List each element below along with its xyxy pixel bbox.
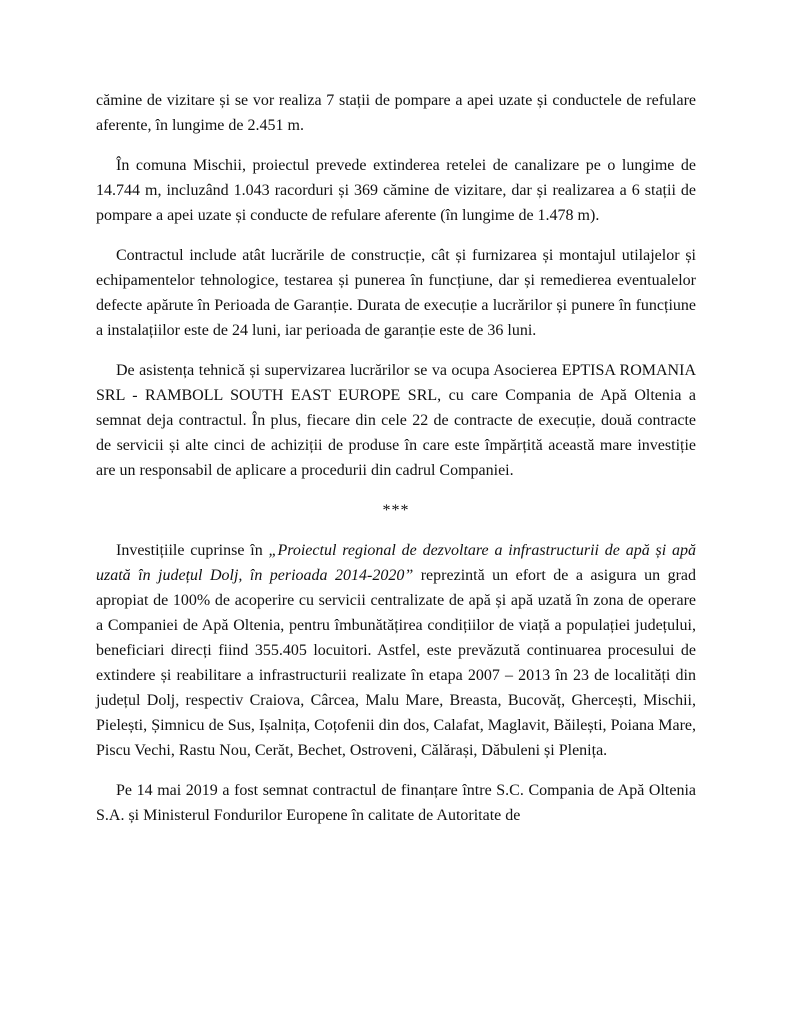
paragraph-regional-project	[96, 538, 696, 763]
project-title-italic: „Proiectul regional de dezvoltare a infrastructurii de apă și apă uzată în județul Dolj, în perioada 2014-2020”	[96, 542, 697, 584]
paragraph-stations-continuation: cămine de vizitare și se vor realiza 7 stații de pompare a apei uzate și conductele de refulare aferente, în lungime de 2.451 m.	[96, 92, 696, 134]
paragraph-regional-project-body: reprezintă un efort de a asigura un grad apropiat de 100% de acoperire cu servicii centralizate de apă și apă uzată în zona de operare a Companiei de Apă Oltenia, pentru îmbunătățirea condițiilor de viață a populației județului, beneficiari direcți fiind 355.405 locuitori. Astfel, este prevăzută continuarea procesului de extindere și reabilitare a infrastructurii realizate în etapa 2007 – 2013 în 23 de localități din județul Dolj, respectiv Craiova, Cârcea, Malu Mare, Breasta, Bucovăț, Ghercești, Mischii, Pielești, Șimnicu de Sus, Ișalnița, Coțofenii din dos, Calafat, Maglavit, Băilești, Poiana Mare, Piscu Vechi, Rastu Nou, Cerăt, Bechet, Ostroveni, Călărași, Dăbuleni și Plenița.	[96, 567, 696, 759]
paragraph-regional-project-intro: Investițiile cuprinse în	[116, 542, 269, 559]
paragraph-financing-contract: Pe 14 mai 2019 a fost semnat contractul de finanțare între S.C. Compania de Apă Oltenia S.A. și Ministerul Fondurilor Europene în calitate de Autoritate de	[96, 782, 696, 824]
document-page	[96, 88, 696, 843]
section-separator: ***	[382, 502, 410, 519]
paragraph-technical-assistance: De asistența tehnică și supervizarea lucrărilor se va ocupa Asocierea EPTISA ROMANIA SRL - RAMBOLL SOUTH EAST EUROPE SRL, cu care Compania de Apă Oltenia a semnat deja contractul. În plus, fiecare din cele 22 de contracte de execuție, două contracte de servicii și alte cinci de achiziții de produse în care este împărțită această mare investiție are un responsabil de aplicare a procedurii din cadrul Companiei.	[96, 362, 696, 479]
paragraph-mischii: În comuna Mischii, proiectul prevede extinderea retelei de canalizare pe o lungime de 14.744 m, incluzând 1.043 racorduri și 369 cămine de vizitare, dar și realizarea a 6 stații de pompare a apei uzate și conducte de refulare aferente (în lungime de 1.478 m).	[96, 157, 696, 224]
paragraph-contract-scope: Contractul include atât lucrările de construcție, cât și furnizarea și montajul utilajelor și echipamentelor tehnologice, testarea și punerea în funcțiune, dar și remedierea eventualelor defecte apărute în Perioada de Garanție. Durata de execuție a lucrărilor și punere în funcțiune a instalațiilor este de 24 luni, iar perioada de garanție este de 36 luni.	[96, 247, 696, 339]
